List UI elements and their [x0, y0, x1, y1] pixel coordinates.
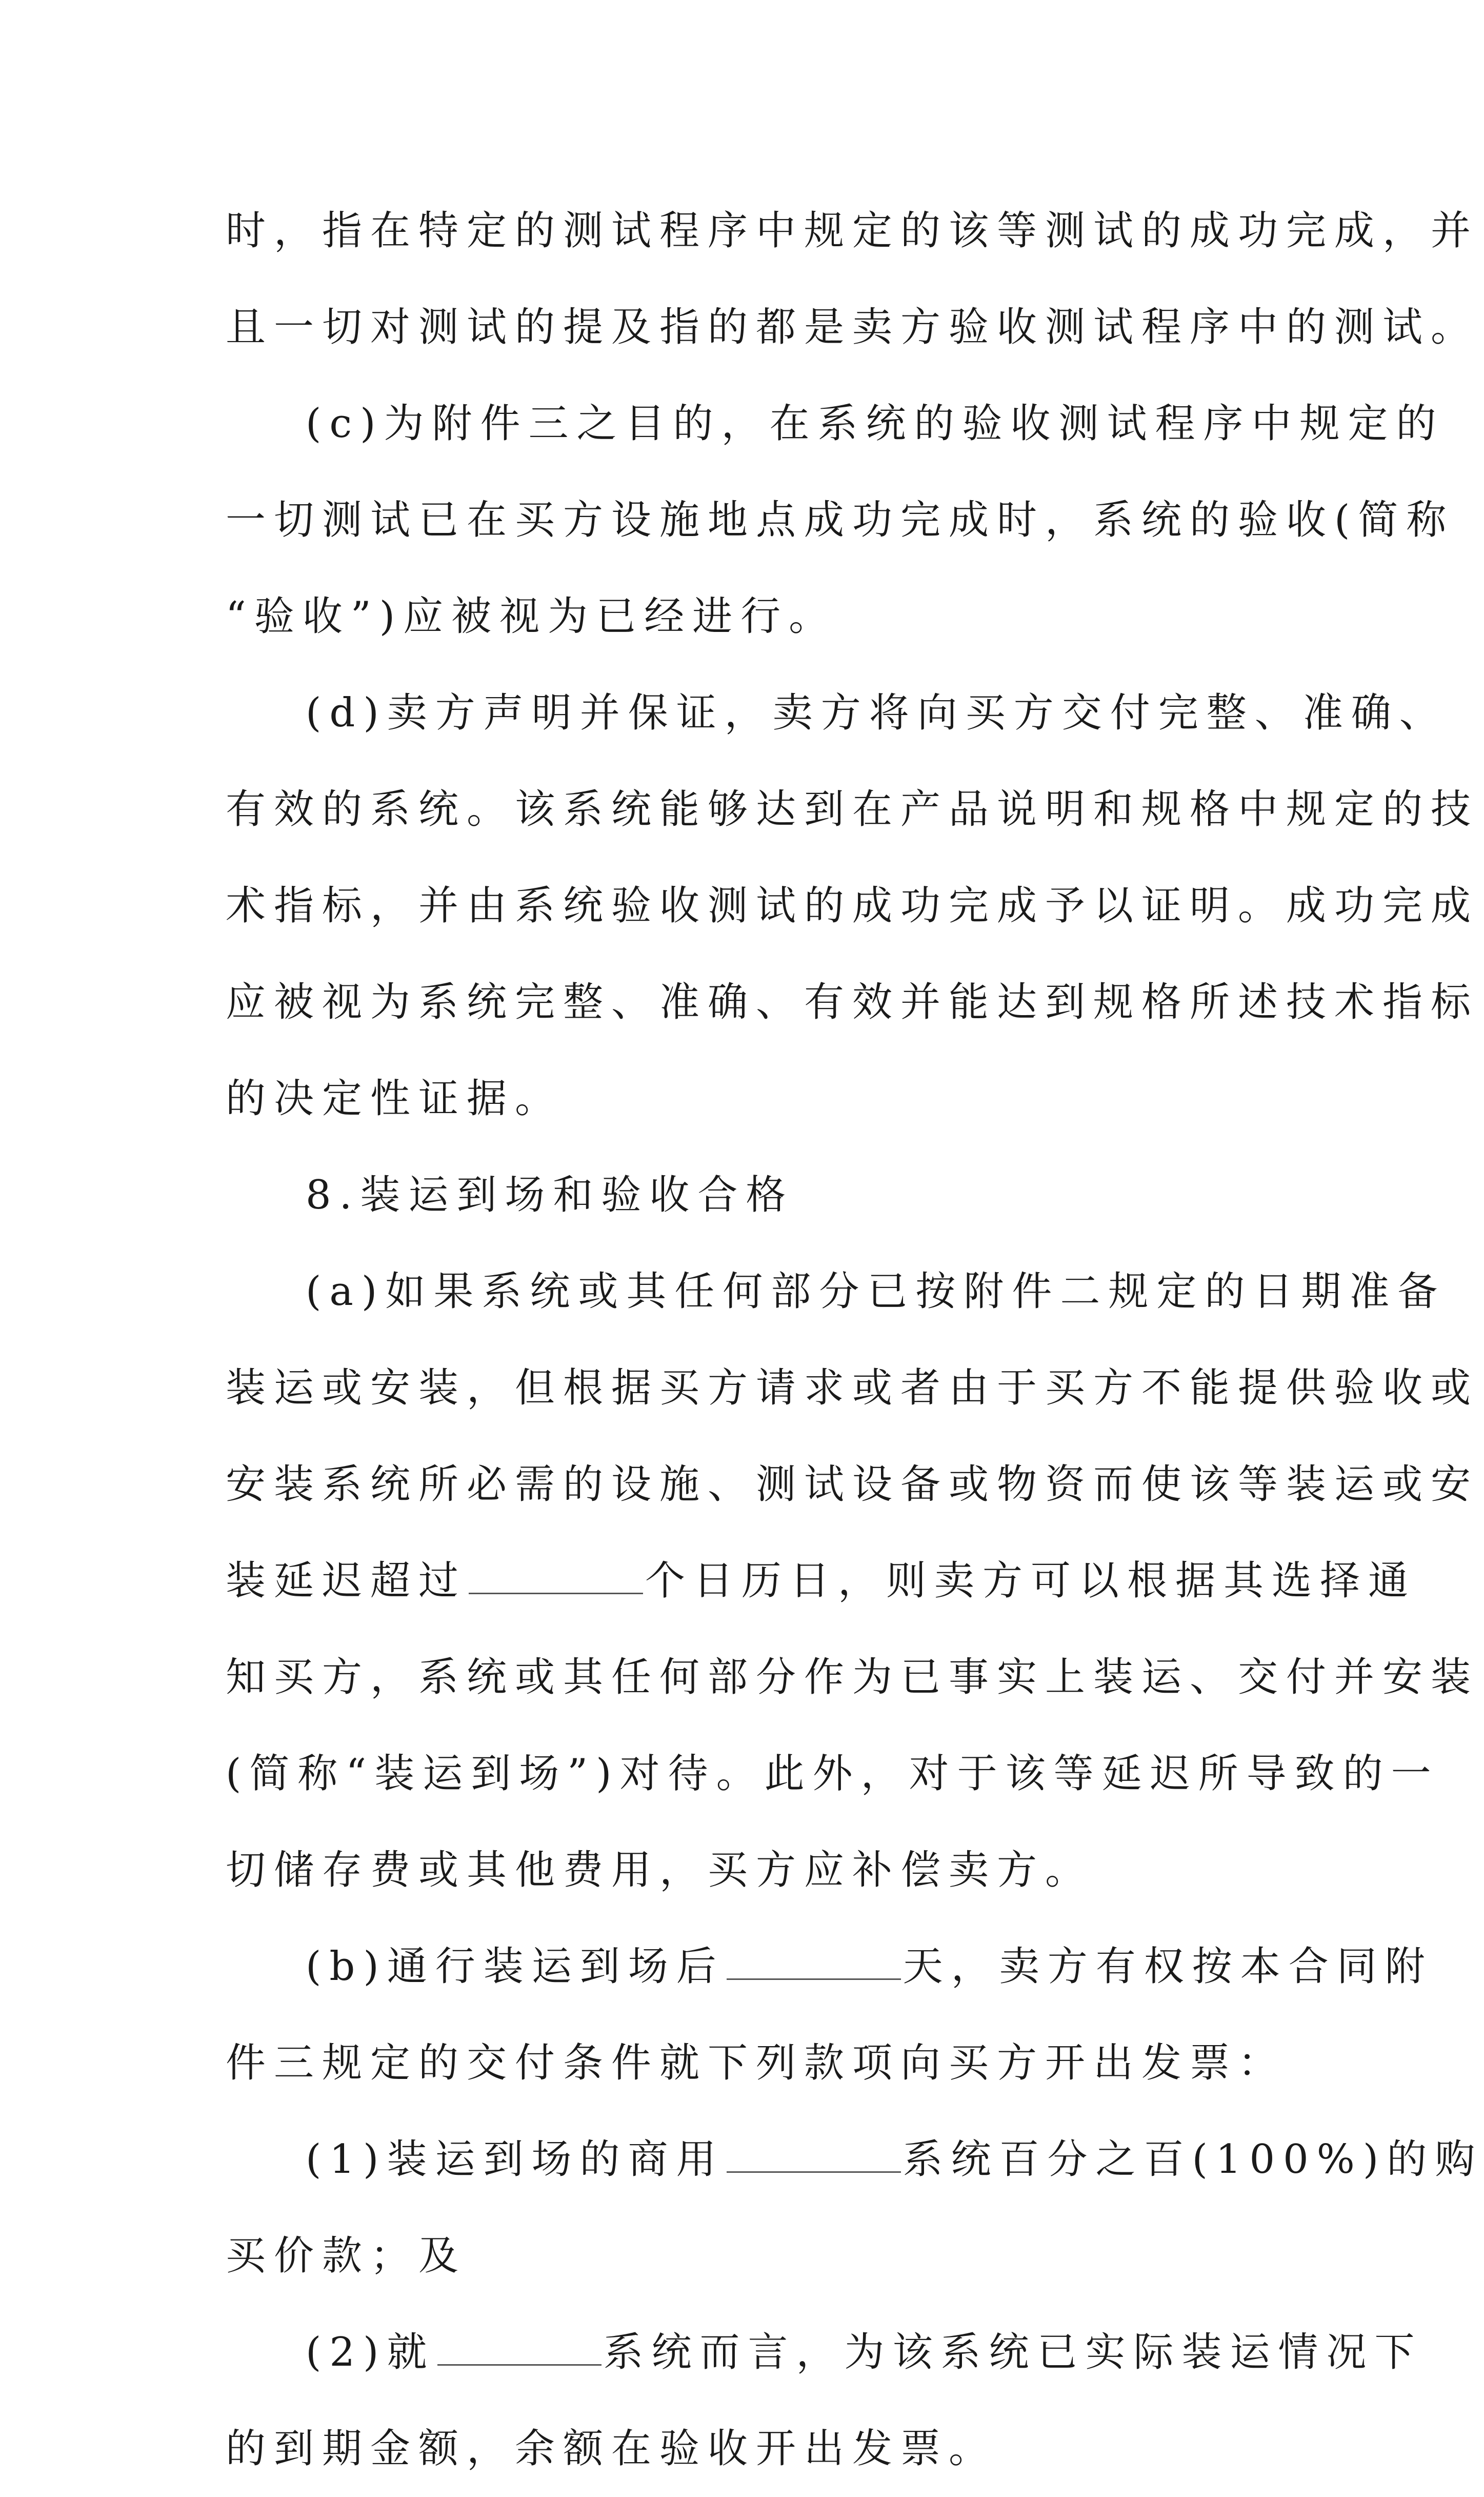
- text-segment: 系统而言，为该系统已实际装运情况下: [603, 2329, 1423, 2375]
- paragraph-line: 的到期金额，余额在验收开出发票。: [226, 2426, 997, 2472]
- paragraph-line: 且一切对测试的提及指的都是卖方验收测试程序中的测试。: [226, 304, 1479, 350]
- text-segment: 装延迟超过: [226, 1558, 467, 1604]
- text-segment: (2)就: [306, 2329, 435, 2375]
- fill-in-blank[interactable]: [727, 2135, 901, 2173]
- item-2-line-with-blank: [226, 2304, 1423, 2401]
- paragraph-line: 买价款；及: [226, 2233, 467, 2279]
- paragraph-line: 时，指在特定的测试程序中规定的该等测试的成功完成，并: [226, 208, 1479, 254]
- paragraph-line: 有效的系统。该系统能够达到在产品说明和规格中规定的技: [226, 786, 1479, 833]
- paragraph-line: “验收”)应被视为已经进行。: [226, 593, 837, 640]
- paragraph-line: 切储存费或其他费用，买方应补偿卖方。: [226, 1847, 1094, 1893]
- text-segment: 系统百分之百(100%)的购: [903, 2136, 1483, 2183]
- text-segment: 个日历日，则卖方可以根据其选择通: [645, 1558, 1417, 1604]
- paragraph-line: 知买方，系统或其任何部分作为已事实上装运、交付并安装: [226, 1654, 1479, 1700]
- clause-a-line: (a)如果系统或其任何部分已按附件二规定的日期准备: [306, 1269, 1446, 1315]
- paragraph-line-with-blank: [226, 1533, 1417, 1629]
- clause-d-line: (d)卖方声明并保证，卖方将向买方交付完整、准确、: [306, 690, 1448, 736]
- item-1-line-with-blank: [226, 2111, 1483, 2208]
- paragraph-line: (简称“装运到场”)对待。此外，对于该等延迟所导致的一: [226, 1751, 1439, 1797]
- section-heading: 8.装运到场和验收合格: [306, 1172, 794, 1218]
- fill-in-blank[interactable]: [469, 1557, 643, 1594]
- paragraph-line: 应被视为系统完整、准确、有效并能达到规格所述技术指标: [226, 979, 1479, 1025]
- paragraph-line: 术指标，并由系统验收测试的成功完成予以证明。成功完成: [226, 883, 1479, 929]
- paragraph-line: 件三规定的交付条件就下列款项向买方开出发票：: [226, 2040, 1287, 2086]
- paragraph-line: 的决定性证据。: [226, 1076, 564, 1122]
- text-segment: (b)通行装运到场后: [306, 1944, 725, 1990]
- fill-in-blank[interactable]: [437, 2328, 601, 2366]
- paragraph-line: 一切测试已在买方设施地点成功完成时，系统的验收(简称: [226, 497, 1455, 543]
- clause-c-line: (c)为附件三之目的，在系统的验收测试程序中规定的: [306, 401, 1445, 447]
- document-body: [226, 183, 1483, 2497]
- paragraph-line: 装运或安装，但根据买方请求或者由于买方不能提供验收或: [226, 1365, 1479, 1411]
- fill-in-blank[interactable]: [727, 1943, 901, 1980]
- text-segment: 天，卖方有权按本合同附: [903, 1944, 1433, 1990]
- text-segment: (1)装运到场的商用: [306, 2136, 725, 2183]
- paragraph-line: 安装系统所必需的设施、测试设备或物资而使该等装运或安: [226, 1461, 1479, 1508]
- clause-b-line-with-blank: [226, 1918, 1433, 2015]
